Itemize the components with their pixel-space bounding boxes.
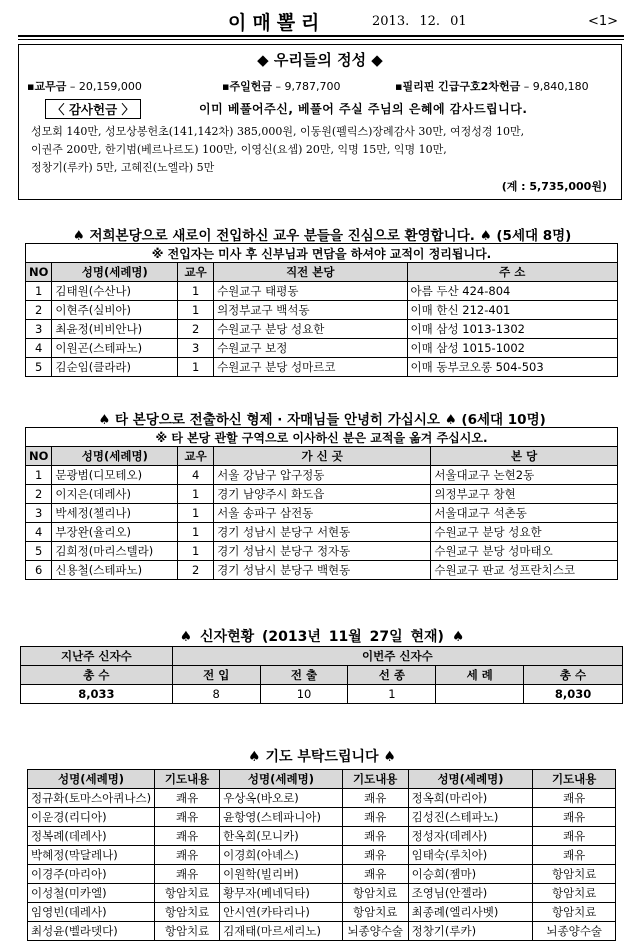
table-cell: 박세정(첼리나) [52, 504, 178, 523]
table-cell: 이승희(젬마) [408, 865, 533, 884]
table-cell: 정복례(데레사) [28, 827, 155, 846]
this-total: 8,030 [524, 685, 623, 704]
table-cell: 의정부교구 백석동 [214, 301, 407, 320]
table-cell: 최종례(엘리사벳) [408, 903, 533, 922]
total-label: 총 수 [524, 666, 623, 685]
offering-total: (계 : 5,735,000원) [501, 180, 607, 193]
table-cell: 쾌유 [342, 865, 408, 884]
table-cell: 수원교구 분당 성요한 [214, 320, 407, 339]
table-cell: 항암치료 [342, 903, 408, 922]
table-cell: 최성윤(벨라뎃다) [28, 922, 155, 941]
total-label: 총 수 [21, 666, 173, 685]
table-cell: 조영님(안젤라) [408, 884, 533, 903]
table-row [28, 789, 616, 808]
table-cell: 이경주(마리아) [28, 865, 155, 884]
col-header: 가 신 곳 [214, 447, 431, 466]
table-cell: 쾌유 [342, 827, 408, 846]
table-cell: 이경희(아녜스) [220, 846, 343, 865]
page-number: <1> [587, 14, 618, 29]
thanks-message: 이미 베풀어주신, 베풀어 주실 주님의 은혜에 감사드립니다. [199, 102, 528, 116]
col-header: 세 례 [436, 666, 524, 685]
table-row [28, 808, 616, 827]
table-cell: 정규화(토마스아퀴나스) [28, 789, 155, 808]
table-cell: 1 [178, 504, 214, 523]
table-cell: 쾌유 [533, 827, 616, 846]
col-header: 성명(세례명) [220, 770, 343, 789]
table-cell: 3 [178, 339, 214, 358]
col-header: 교우 [178, 447, 214, 466]
col-header: 본 당 [431, 447, 618, 466]
table-cell: 1 [26, 282, 52, 301]
offering-item: ▪필리핀 긴급구호2차헌금 – 9,840,180 [395, 80, 589, 93]
table-cell: 수원교구 분당 성마르코 [214, 358, 407, 377]
col-header: 주 소 [407, 263, 617, 282]
table-cell: 2 [178, 561, 214, 580]
table-cell: 서울대교구 석촌동 [431, 504, 618, 523]
table-cell: 항암치료 [342, 884, 408, 903]
table-cell: 쾌유 [155, 827, 220, 846]
table-cell: 김순임(클라라) [52, 358, 178, 377]
count-cell: 10 [260, 685, 348, 704]
table-cell: 항암치료 [533, 865, 616, 884]
col-header: 성명(세례명) [52, 447, 178, 466]
table-cell: 쾌유 [533, 808, 616, 827]
offering-item: ▪주일헌금 – 9,787,700 [222, 80, 341, 93]
table-cell: 4 [26, 339, 52, 358]
table-cell: 안시연(카타리나) [220, 903, 343, 922]
table-row [26, 504, 618, 523]
table-cell: 이운경(리디아) [28, 808, 155, 827]
table-cell: 이현주(실비아) [52, 301, 178, 320]
outgoing-note: ※ 타 본당 관할 구역으로 이사하신 분은 교적을 옮겨 주십시오. [26, 428, 618, 447]
table-cell: 정성자(데레사) [408, 827, 533, 846]
table-cell: 수원교구 분당 성요한 [431, 523, 618, 542]
incoming-title: ♠ 저희본당으로 새로이 전입하신 교우 분들을 진심으로 환영합니다. ♠ (5세대 8명) [72, 228, 572, 244]
table-cell: 경기 성남시 분당구 백현동 [214, 561, 431, 580]
table-row [26, 301, 618, 320]
table-cell: 김재태(마르세리노) [220, 922, 343, 941]
last-week-label: 지난주 신자수 [21, 647, 173, 666]
table-cell: 항암치료 [155, 884, 220, 903]
offering-box [18, 44, 622, 200]
table-cell: 5 [26, 542, 52, 561]
table-row [26, 320, 618, 339]
table-cell: 정창기(루카) [408, 922, 533, 941]
outgoing-table [25, 427, 618, 580]
table-row [26, 339, 618, 358]
table-cell: 항암치료 [533, 884, 616, 903]
table-cell: 이지은(데레사) [52, 485, 178, 504]
table-cell: 쾌유 [342, 846, 408, 865]
table-row [26, 358, 618, 377]
table-cell: 1 [26, 466, 52, 485]
table-cell: 2 [178, 320, 214, 339]
table-cell: 1 [178, 542, 214, 561]
table-cell: 아름 두산 424-804 [407, 282, 617, 301]
bulletin-title: 이매뽈리 [228, 12, 326, 34]
page-header [18, 8, 624, 34]
col-header: 전 입 [172, 666, 260, 685]
col-header: 직전 본당 [214, 263, 407, 282]
table-cell: 윤항영(스테파니아) [220, 808, 343, 827]
table-cell: 부장완(율리오) [52, 523, 178, 542]
table-cell: 문광범(디모테오) [52, 466, 178, 485]
offering-title: ◆ 우리들의 정성 ◆ [257, 51, 383, 69]
members-title: ♠ 신자현황 (2013년 11월 27일 현재) ♠ [179, 629, 465, 645]
prayer-table [27, 769, 616, 941]
donor-line: 성모회 140만, 성모상봉헌초(141,142차) 385,000원, 이동원(펠릭스)장례감사 30만, 여정성경 10만, [31, 125, 525, 138]
table-cell: 김희정(마리스텔라) [52, 542, 178, 561]
table-cell: 쾌유 [342, 808, 408, 827]
outgoing-title: ♠ 타 본당으로 전출하신 형제 · 자매님들 안녕히 가십시오 ♠ (6세대 10명) [98, 412, 546, 428]
table-cell: 2 [26, 485, 52, 504]
table-cell: 뇌종양수술 [533, 922, 616, 941]
offering-item: ▪교무금 – 20,159,000 [27, 80, 142, 93]
table-cell: 쾌유 [155, 808, 220, 827]
table-cell: 6 [26, 561, 52, 580]
donor-line: 이권주 200만, 한기범(베르나르도) 100만, 이영신(요셉) 20만, 익명 15만, 익명 10만, [31, 143, 447, 156]
table-cell: 김태원(수산나) [52, 282, 178, 301]
table-cell: 항암치료 [533, 903, 616, 922]
table-row [28, 846, 616, 865]
table-cell: 임태숙(루치아) [408, 846, 533, 865]
table-cell: 한옥희(모니카) [220, 827, 343, 846]
col-header: 기도내용 [533, 770, 616, 789]
table-cell: 정옥희(마리아) [408, 789, 533, 808]
donor-line: 정창기(루카) 5만, 고혜진(노엘라) 5만 [31, 161, 215, 174]
prayer-title: ♠ 기도 부탁드립니다 ♠ [248, 749, 396, 765]
col-header: NO [26, 263, 52, 282]
table-cell: 경기 성남시 분당구 정자동 [214, 542, 431, 561]
table-cell: 쾌유 [533, 846, 616, 865]
col-header: 교우 [178, 263, 214, 282]
table-cell: 쾌유 [155, 846, 220, 865]
table-cell: 항암치료 [155, 903, 220, 922]
table-row [26, 466, 618, 485]
table-cell: 1 [178, 485, 214, 504]
table-cell: 경기 남양주시 화도읍 [214, 485, 431, 504]
table-cell: 이매 삼성 1013-1302 [407, 320, 617, 339]
table-row [28, 865, 616, 884]
count-cell: 1 [348, 685, 436, 704]
table-cell: 우상옥(바오로) [220, 789, 343, 808]
table-cell: 4 [26, 523, 52, 542]
table-row [26, 561, 618, 580]
table-cell: 이성철(미카엘) [28, 884, 155, 903]
table-row [28, 903, 616, 922]
this-week-label: 이번주 신자수 [172, 647, 622, 666]
col-header: 성명(세례명) [408, 770, 533, 789]
table-cell: 쾌유 [533, 789, 616, 808]
table-cell: 3 [26, 504, 52, 523]
table-cell: 쾌유 [342, 789, 408, 808]
table-cell: 김성진(스테파노) [408, 808, 533, 827]
table-cell: 1 [178, 282, 214, 301]
table-cell: 4 [178, 466, 214, 485]
table-cell: 5 [26, 358, 52, 377]
table-cell: 이원학(빌리버) [220, 865, 343, 884]
col-header: 선 종 [348, 666, 436, 685]
incoming-table [25, 243, 618, 377]
col-header: 성명(세례명) [52, 263, 178, 282]
col-header: 기도내용 [155, 770, 220, 789]
col-header: 기도내용 [342, 770, 408, 789]
table-cell: 이매 삼성 1015-1002 [407, 339, 617, 358]
table-row [26, 282, 618, 301]
table-row [28, 922, 616, 941]
table-cell: 1 [178, 301, 214, 320]
col-header: 성명(세례명) [28, 770, 155, 789]
table-cell: 이매 한신 212-401 [407, 301, 617, 320]
table-cell: 신용철(스테파노) [52, 561, 178, 580]
incoming-note: ※ 전입자는 미사 후 신부님과 면담을 하셔야 교적이 정리됩니다. [26, 244, 618, 263]
table-row [26, 542, 618, 561]
table-cell: 쾌유 [155, 865, 220, 884]
table-cell: 경기 성남시 분당구 서현동 [214, 523, 431, 542]
table-cell: 최윤정(비비안나) [52, 320, 178, 339]
table-cell: 1 [178, 358, 214, 377]
table-cell: 수원교구 태평동 [214, 282, 407, 301]
last-total: 8,033 [21, 685, 173, 704]
table-cell: 1 [178, 523, 214, 542]
table-cell: 쾌유 [155, 789, 220, 808]
table-cell: 수원교구 판교 성프란치스코 [431, 561, 618, 580]
header-rule [18, 35, 624, 40]
table-cell: 임영빈(데레사) [28, 903, 155, 922]
table-cell: 항암치료 [155, 922, 220, 941]
table-row [28, 827, 616, 846]
table-cell: 서울대교구 논현2동 [431, 466, 618, 485]
bulletin-date: 2013. 12. 01 [372, 14, 467, 29]
table-cell: 수원교구 보정 [214, 339, 407, 358]
table-cell: 2 [26, 301, 52, 320]
table-cell: 박혜정(막달레나) [28, 846, 155, 865]
table-cell: 수원교구 분당 성마태오 [431, 542, 618, 561]
table-cell: 3 [26, 320, 52, 339]
table-cell: 뇌종양수술 [342, 922, 408, 941]
col-header: 전 출 [260, 666, 348, 685]
col-header: NO [26, 447, 52, 466]
members-table [20, 646, 623, 704]
table-cell: 서울 송파구 삼전동 [214, 504, 431, 523]
table-row [26, 523, 618, 542]
table-row [28, 884, 616, 903]
thanks-label: 〈 감사헌금 〉 [45, 99, 141, 119]
table-cell: 서울 강남구 압구정동 [214, 466, 431, 485]
table-cell: 의정부교구 창현 [431, 485, 618, 504]
count-cell: 8 [172, 685, 260, 704]
count-cell [436, 685, 524, 704]
table-cell: 황무자(베네딕타) [220, 884, 343, 903]
table-row [26, 485, 618, 504]
table-cell: 이원곤(스테파노) [52, 339, 178, 358]
table-cell: 이매 동부코오롱 504-503 [407, 358, 617, 377]
